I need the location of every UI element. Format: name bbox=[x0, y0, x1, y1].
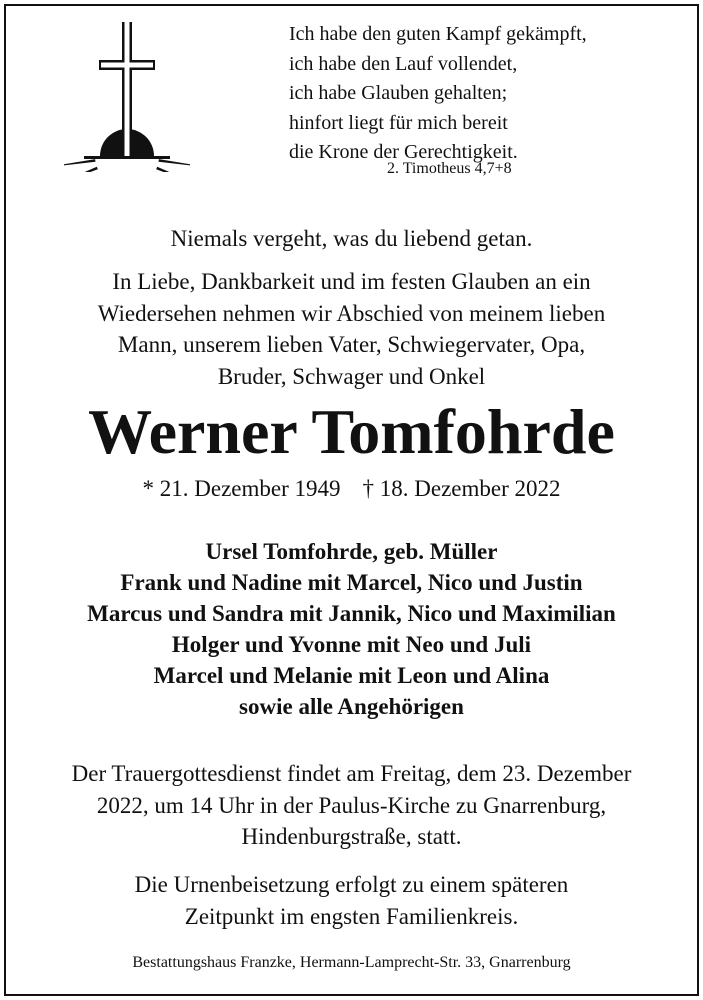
service-line: Hindenburgstraße, statt. bbox=[241, 824, 462, 849]
mourner-line: Holger und Yvonne mit Neo und Juli bbox=[171, 632, 532, 657]
mourner-line: Ursel Tomfohrde, geb. Müller bbox=[205, 539, 498, 564]
sun-ray bbox=[159, 159, 190, 166]
urn-line: Die Urnenbeisetzung erfolgt zu einem späteren bbox=[134, 872, 569, 897]
verse-line: Ich habe den guten Kampf gekämpft, bbox=[289, 23, 587, 45]
service-line: Der Trauergottesdienst findet am Freitag, dem 23. Dezember bbox=[71, 761, 632, 786]
birth-date: * 21. Dezember 1949 bbox=[142, 476, 341, 501]
farewell-line: In Liebe, Dankbarkeit und im festen Glauben an ein bbox=[112, 269, 591, 294]
mourner-line: sowie alle Angehörigen bbox=[239, 694, 464, 719]
verse-line: ich habe den Lauf vollendet, bbox=[289, 52, 518, 75]
mourners-list bbox=[0, 536, 703, 722]
farewell-line: Bruder, Schwager und Onkel bbox=[217, 363, 486, 389]
farewell-line: Mann, unserem lieben Vater, Schwiegervater, Opa, bbox=[117, 332, 586, 357]
urn-burial-info bbox=[0, 869, 703, 932]
death-date: † 18. Dezember 2022 bbox=[362, 476, 561, 501]
farewell-line: Wiedersehen nehmen wir Abschied von meinem lieben bbox=[97, 300, 606, 326]
deceased-name: Werner Tomfohrde bbox=[88, 396, 615, 467]
verse-reference: 2. Timotheus 4,7+8 bbox=[387, 160, 512, 177]
mourner-line: Frank und Nadine mit Marcel, Nico und Justin bbox=[120, 570, 583, 595]
funeral-service-info bbox=[0, 758, 703, 853]
verse-line: die Krone der Gerechtigkeit. bbox=[289, 141, 518, 163]
urn-line: Zeitpunkt im engsten Familienkreis. bbox=[184, 903, 519, 929]
verse-line: ich habe Glauben gehalten; bbox=[289, 82, 508, 104]
bible-verse bbox=[289, 20, 689, 177]
cross-sun-icon bbox=[64, 16, 190, 172]
mourner-line: Marcus und Sandra mit Jannik, Nico und Maximilian bbox=[87, 601, 616, 626]
verse-line: hinfort liegt für mich bereit bbox=[289, 111, 508, 134]
motto: Niemals vergeht, was du liebend getan. bbox=[170, 226, 533, 251]
service-line: 2022, um 14 Uhr in der Paulus-Kirche zu Gnarrenburg, bbox=[96, 792, 607, 818]
mourner-line: Marcel und Melanie mit Leon und Alina bbox=[153, 663, 550, 688]
life-dates bbox=[0, 474, 703, 504]
undertaker-info: Bestattungshaus Franzke, Hermann-Lamprecht-Str. 33, Gnarrenburg bbox=[132, 954, 571, 971]
sun-ray bbox=[64, 159, 95, 166]
sun-ray bbox=[156, 167, 190, 172]
sun-ray bbox=[64, 167, 98, 172]
farewell-text bbox=[0, 266, 703, 392]
